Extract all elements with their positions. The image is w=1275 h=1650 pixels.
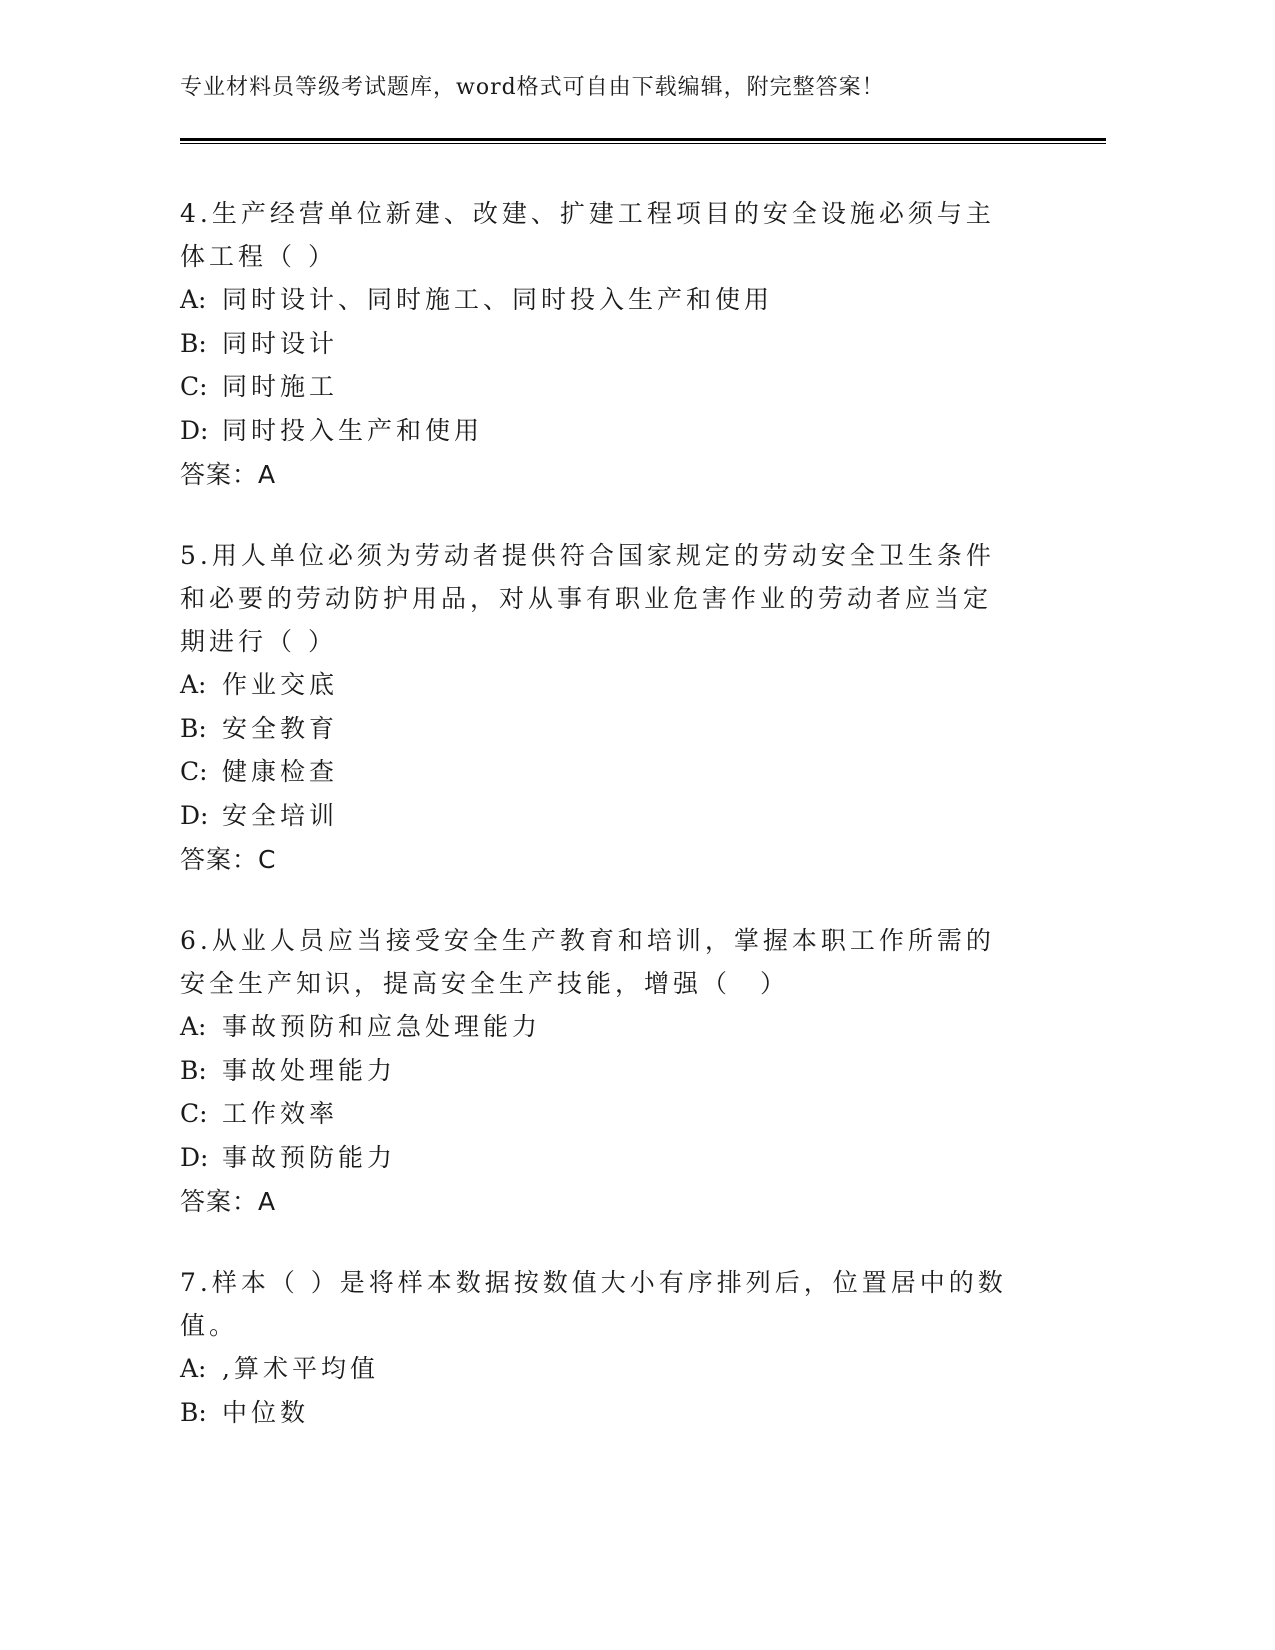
option-b: [180, 1049, 1020, 1093]
option-text: 健康检查: [222, 757, 339, 786]
option-text: 同时设计、同时施工、同时投入生产和使用: [222, 285, 774, 314]
option-text: 工作效率: [222, 1099, 339, 1128]
option-key: C:: [180, 757, 208, 786]
option-c: [180, 365, 1020, 409]
option-a: [180, 1005, 1020, 1049]
option-text: ,算术平均值: [222, 1354, 379, 1383]
option-key: A:: [180, 670, 207, 699]
option-key: A:: [180, 1354, 207, 1383]
option-c: [180, 750, 1020, 794]
page-header: 专业材料员等级考试题库，word格式可自由下载编辑，附完整答案！: [180, 75, 885, 100]
question-7: [180, 1261, 1020, 1434]
option-text: 中位数: [222, 1397, 310, 1427]
option-b: [180, 322, 1020, 366]
option-key: D:: [180, 1142, 209, 1172]
option-key: B:: [180, 1055, 207, 1085]
option-a: [180, 663, 1020, 707]
option-text: 同时施工: [222, 372, 339, 401]
header-rule-thick: [180, 138, 1106, 141]
option-c: [180, 1092, 1020, 1136]
option-a: [180, 1347, 1020, 1391]
answer-line: 答案：A: [180, 1187, 277, 1216]
question-5: [180, 534, 1020, 883]
option-d: [180, 1136, 1020, 1180]
question-text: 5.用人单位必须为劳动者提供符合国家规定的劳动安全卫生条件和必要的劳动防护用品，对从事有职业危害作业的劳动者应当定期进行（ ）: [180, 541, 995, 656]
option-key: D:: [180, 800, 209, 830]
option-text: 事故处理能力: [222, 1055, 397, 1085]
option-key: A:: [180, 285, 207, 314]
option-key: C:: [180, 372, 208, 401]
option-text: 事故预防能力: [222, 1142, 397, 1172]
question-text: 6.从业人员应当接受安全生产教育和培训，掌握本职工作所需的安全生产知识，提高安全生产技能，增强（ ）: [180, 926, 995, 998]
question-text: 7.样本（ ）是将样本数据按数值大小有序排列后，位置居中的数值。: [180, 1268, 1007, 1340]
option-key: B:: [180, 328, 207, 358]
question-list: [180, 192, 1020, 1470]
option-b: [180, 707, 1020, 751]
option-text: 作业交底: [222, 670, 339, 699]
answer-line: 答案：A: [180, 460, 277, 489]
answer-line: 答案：C: [180, 845, 277, 874]
option-text: 同时设计: [222, 328, 339, 358]
header-rule-thin: [180, 143, 1106, 144]
option-text: 安全培训: [222, 800, 339, 830]
question-4: [180, 192, 1020, 498]
option-key: D:: [180, 415, 209, 445]
option-text: 同时投入生产和使用: [222, 415, 484, 445]
question-text: 4.生产经营单位新建、改建、扩建工程项目的安全设施必须与主体工程（ ）: [180, 199, 995, 271]
question-6: [180, 919, 1020, 1225]
option-key: A:: [180, 1012, 207, 1041]
option-d: [180, 794, 1020, 838]
option-key: B:: [180, 1397, 207, 1427]
option-text: 事故预防和应急处理能力: [222, 1012, 542, 1041]
option-a: [180, 278, 1020, 322]
option-b: [180, 1391, 1020, 1435]
option-key: B:: [180, 713, 207, 743]
option-key: C:: [180, 1099, 208, 1128]
option-text: 安全教育: [222, 713, 339, 743]
option-d: [180, 409, 1020, 453]
